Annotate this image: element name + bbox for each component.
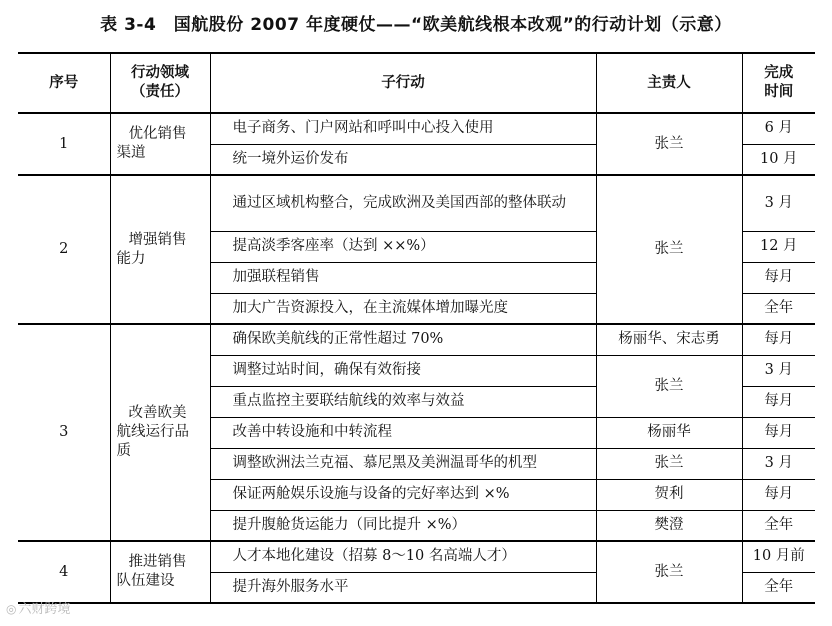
group-1-time-2: 10 月 [742,144,815,175]
group-2-sub-4: 加大广告资源投入，在主流媒体增加曝光度 [210,293,596,324]
group-2-sub-1: 通过区域机构整合，完成欧洲及美国西部的整体联动 [210,175,596,231]
group-4-area-line2: 队伍建设 [116,573,175,589]
header-seq: 序号 [18,53,110,113]
group-1-owner: 张兰 [596,113,742,175]
group-2-area-line2: 能力 [116,250,146,267]
group-2-owner: 张兰 [596,175,742,324]
group-3-owner-2: 张兰 [596,355,742,417]
group-2-time-4: 全年 [742,293,815,324]
header-area [110,53,210,113]
table-title: 表 3-4 国航股份 2007 年度硬仗——“欧美航线根本改观”的行动计划（示意） [100,15,732,35]
group-4-area-line1: 推进销售 [128,554,187,570]
group-3-sub-2: 调整过站时间，确保有效衔接 [210,355,596,386]
header-time-line1: 完成 [764,65,794,81]
table-row [18,541,815,572]
group-1-seq: 1 [18,113,110,175]
group-1-time-1: 6 月 [742,113,815,144]
group-3-area-line3: 质 [116,443,131,459]
group-3-sub-6: 保证两舱娱乐设施与设备的完好率达到 ×% [210,479,596,510]
group-2-time-3: 每月 [742,262,815,293]
group-3-time-2: 3 月 [742,355,815,386]
group-1-area-line1: 优化销售 [128,126,187,142]
group-2-sub-2: 提高淡季客座率（达到 ××%） [210,231,596,262]
group-4-time-2: 全年 [742,572,815,603]
header-owner: 主责人 [596,53,742,113]
group-3-sub-7: 提升腹舱货运能力（同比提升 ×%） [210,510,596,541]
group-2-sub-3: 加强联程销售 [210,262,596,293]
group-3-area-line1: 改善欧美 [128,405,187,421]
header-sub-action: 子行动 [210,53,596,113]
group-3-time-6: 每月 [742,479,815,510]
group-2-time-1: 3 月 [742,175,815,231]
group-3-sub-3: 重点监控主要联结航线的效率与效益 [210,386,596,417]
group-2-time-2: 12 月 [742,231,815,262]
group-3-owner-5: 贺利 [596,479,742,510]
group-3-area [110,324,210,541]
group-3-time-7: 全年 [742,510,815,541]
group-4-owner: 张兰 [596,541,742,603]
header-time [742,53,815,113]
header-time-line2: 时间 [764,84,794,100]
group-4-time-1: 10 月前 [742,541,815,572]
group-1-area [110,113,210,175]
watermark-logo-icon: ◎ [6,602,17,616]
group-3-sub-1: 确保欧美航线的正常性超过 70% [210,324,596,355]
action-plan-table [18,52,815,604]
group-1-area-line2: 渠道 [116,145,146,161]
group-3-sub-4: 改善中转设施和中转流程 [210,417,596,448]
group-3-seq: 3 [18,324,110,541]
group-1-sub-2: 统一境外运价发布 [210,144,596,175]
group-2-seq: 2 [18,175,110,324]
watermark-text: 六财跨境 [18,602,71,617]
group-3-time-4: 每月 [742,417,815,448]
table-row [18,113,815,144]
header-area-line2: （责任） [131,84,189,100]
group-4-sub-1: 人才本地化建设（招募 8～10 名高端人才） [210,541,596,572]
table-row [18,324,815,355]
group-3-owner-3: 杨丽华 [596,417,742,448]
group-3-owner-6: 樊澄 [596,510,742,541]
group-4-sub-2: 提升海外服务水平 [210,572,596,603]
group-2-area-line1: 增强销售 [128,231,187,248]
table-row [18,175,815,231]
group-3-sub-5: 调整欧洲法兰克福、慕尼黑及美洲温哥华的机型 [210,448,596,479]
header-area-line1: 行动领域 [131,65,189,81]
group-3-owner-1: 杨丽华、宋志勇 [596,324,742,355]
header-row [18,53,815,113]
group-3-owner-4: 张兰 [596,448,742,479]
group-2-area [110,175,210,324]
group-3-area-line2: 航线运行品 [116,424,189,440]
group-1-sub-1: 电子商务、门户网站和呼叫中心投入使用 [210,113,596,144]
group-4-seq: 4 [18,541,110,603]
group-3-time-1: 每月 [742,324,815,355]
watermark [6,598,71,617]
group-4-area [110,541,210,603]
group-3-time-3: 每月 [742,386,815,417]
group-3-time-5: 3 月 [742,448,815,479]
